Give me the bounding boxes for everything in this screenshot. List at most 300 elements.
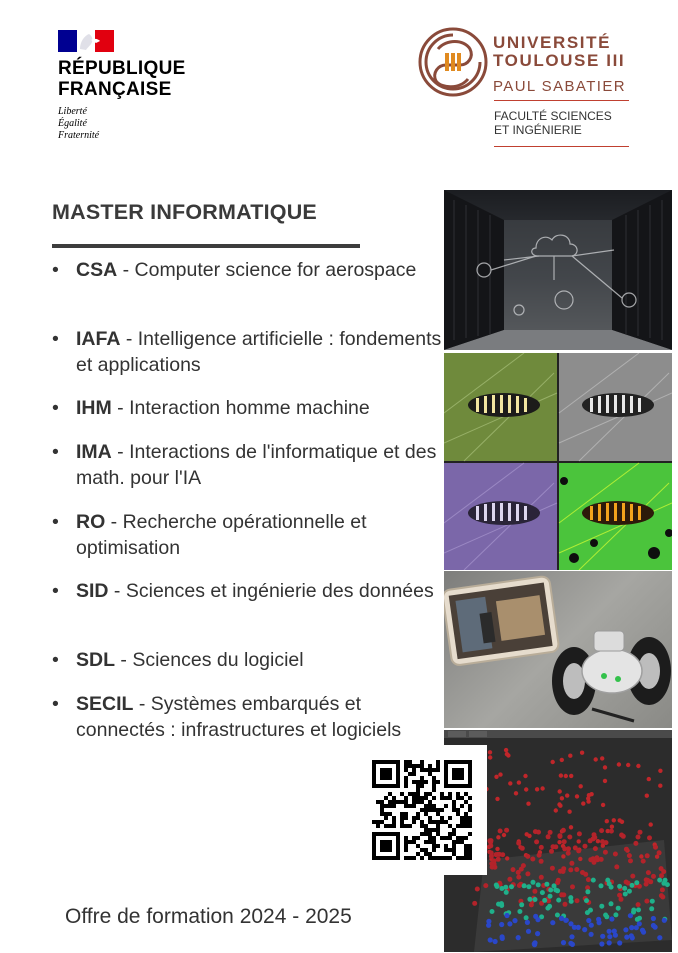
page-title: MASTER INFORMATIQUE [52, 200, 317, 224]
particle [495, 847, 499, 851]
particle [516, 870, 521, 875]
particle [586, 918, 591, 923]
program-description: Interaction homme machine [129, 397, 370, 419]
bullet: • [52, 259, 59, 281]
particle [559, 773, 563, 777]
particle [525, 832, 529, 836]
particle [562, 839, 567, 844]
particle [522, 883, 527, 888]
particle [586, 799, 590, 803]
particle [618, 818, 622, 822]
particle [516, 935, 521, 940]
particle [579, 784, 583, 788]
particle [580, 751, 584, 755]
particle [536, 830, 541, 835]
logo-divider-top [494, 100, 629, 101]
particle [499, 922, 504, 927]
bullet: • [52, 693, 59, 715]
particle [653, 845, 658, 850]
particle [558, 789, 562, 793]
particle [517, 909, 522, 914]
particle [599, 883, 604, 888]
bullet: • [52, 649, 59, 671]
particle [609, 901, 614, 906]
particle [489, 854, 494, 859]
particle [496, 835, 500, 839]
particle [647, 835, 652, 840]
particle [622, 886, 627, 891]
particle [505, 856, 509, 860]
particle [516, 875, 521, 880]
particle [555, 913, 560, 918]
particle [557, 802, 561, 806]
particle [498, 829, 503, 834]
particle [488, 937, 493, 942]
particle [568, 921, 573, 926]
particle [601, 803, 605, 807]
motto-egalite: Égalité [58, 118, 87, 129]
particle [657, 850, 662, 855]
motto-fraternite: Fraternité [58, 130, 100, 141]
title-underline [52, 244, 360, 248]
particle [589, 932, 594, 937]
particle [548, 830, 553, 835]
particle [540, 786, 544, 790]
program-description: Recherche opérationnelle et optimisation [76, 511, 367, 559]
particle [529, 902, 534, 907]
particle [645, 794, 649, 798]
particle [494, 775, 498, 779]
faculty-name [494, 109, 612, 137]
particle [586, 877, 591, 882]
particle [535, 931, 540, 936]
particle [553, 844, 558, 849]
particle [617, 893, 622, 898]
particle [651, 874, 656, 879]
particle [607, 940, 612, 945]
particle [603, 913, 608, 918]
particle [617, 762, 621, 766]
particle [575, 794, 579, 798]
particle [539, 845, 544, 850]
particle [577, 839, 581, 843]
particle [603, 850, 608, 855]
particle [624, 880, 629, 885]
particle [531, 880, 536, 885]
particle [550, 920, 555, 925]
rolling-robot-image [444, 571, 672, 728]
caterpillar-segmentation-image [444, 353, 672, 570]
particle [488, 755, 492, 759]
particle [600, 934, 605, 939]
particle [628, 858, 633, 863]
particle [589, 792, 593, 796]
particle [592, 832, 597, 837]
particle [568, 867, 573, 872]
particle [640, 928, 645, 933]
program-code: IHM [76, 397, 112, 419]
particle [649, 822, 653, 826]
particle [534, 839, 539, 844]
particle [636, 902, 641, 907]
separator: - [111, 441, 130, 463]
particle [539, 875, 544, 880]
particle [542, 898, 547, 903]
particle [569, 774, 573, 778]
particle [530, 857, 535, 862]
particle [658, 784, 662, 788]
particle [624, 935, 629, 940]
particle [603, 765, 607, 769]
particle [649, 906, 654, 911]
particle [488, 750, 492, 754]
particle [605, 819, 609, 823]
particle [605, 878, 610, 883]
program-description: Sciences du logiciel [132, 649, 304, 671]
particle [521, 863, 526, 868]
program-code: RO [76, 511, 106, 533]
particle [532, 942, 537, 947]
particle [548, 888, 553, 893]
particle [533, 914, 538, 919]
program-code: CSA [76, 259, 118, 281]
particle [540, 890, 545, 895]
program-code: SDL [76, 649, 115, 671]
qr-code[interactable] [357, 745, 487, 875]
particle [519, 902, 524, 907]
separator: - [120, 328, 138, 350]
particle [504, 828, 509, 833]
particle [645, 853, 650, 858]
particle [596, 839, 600, 843]
particle [502, 833, 506, 837]
particle [517, 780, 521, 784]
particle [599, 828, 604, 833]
particle [613, 852, 618, 857]
motto-liberte: Liberté [58, 106, 87, 117]
separator: - [133, 693, 151, 715]
francaise-line: FRANÇAISE [58, 79, 172, 100]
particle [537, 853, 542, 858]
particle [497, 852, 502, 857]
particle [511, 867, 516, 872]
particle [603, 779, 607, 783]
particle [504, 748, 508, 752]
particle [630, 883, 635, 888]
particle [607, 934, 612, 939]
particle [633, 841, 638, 846]
particle [504, 890, 509, 895]
particle [495, 797, 499, 801]
particle [562, 846, 567, 851]
university-name-line1: UNIVERSITÉ [493, 33, 612, 52]
faculty-line1: FACULTÉ SCIENCES [494, 109, 612, 123]
particle [526, 929, 531, 934]
particle [560, 758, 564, 762]
particle [569, 934, 574, 939]
particle [604, 840, 609, 845]
bullet: • [52, 441, 59, 463]
academic-year-footer: Offre de formation 2024 - 2025 [65, 905, 352, 928]
bullet: • [52, 511, 59, 533]
particle [628, 913, 633, 918]
particle [525, 920, 530, 925]
particle [577, 831, 582, 836]
particle [595, 857, 600, 862]
program-description: Intelligence artificielle : fondements et applications [76, 328, 442, 376]
particle [657, 878, 662, 883]
bullet: • [52, 328, 59, 350]
particle [575, 898, 580, 903]
particle [651, 923, 656, 928]
marianne-flag-icon [58, 30, 114, 52]
particle [556, 898, 561, 903]
particle [526, 884, 531, 889]
separator: - [115, 649, 133, 671]
particle [634, 880, 639, 885]
particle [651, 916, 656, 921]
particle [523, 774, 527, 778]
particle [507, 921, 512, 926]
program-description: Sciences et ingénierie des données [125, 580, 434, 602]
particle [544, 882, 549, 887]
particle [532, 889, 537, 894]
particle [582, 927, 587, 932]
particle [650, 899, 655, 904]
particle [546, 834, 551, 839]
particle [581, 801, 585, 805]
particle [609, 829, 614, 834]
particle [591, 878, 596, 883]
particle [533, 897, 538, 902]
program-code: SID [76, 580, 109, 602]
particle [660, 887, 665, 892]
particle [636, 835, 641, 840]
particle [488, 843, 493, 848]
particle [641, 859, 646, 864]
particle [516, 841, 521, 846]
particle [627, 889, 632, 894]
particle [570, 942, 575, 947]
particle [561, 854, 565, 858]
particle [557, 840, 561, 844]
particle [657, 935, 662, 940]
republique-title [58, 58, 186, 100]
particle [514, 791, 518, 795]
particle [638, 830, 643, 835]
particle [505, 752, 509, 756]
particle [648, 879, 653, 884]
particle [589, 923, 594, 928]
particle [662, 918, 667, 923]
particle [661, 881, 666, 886]
particle [486, 919, 491, 924]
university-paul-sabatier: PAUL SABATIER [493, 78, 626, 95]
university-emblem-icon [418, 27, 488, 97]
particle [644, 877, 649, 882]
particle [524, 915, 529, 920]
particle [627, 853, 632, 858]
particle [500, 936, 505, 941]
particle [549, 849, 554, 854]
particle [636, 764, 640, 768]
particle [483, 883, 488, 888]
bullet: • [52, 580, 59, 602]
program-code: IMA [76, 441, 112, 463]
particle [535, 787, 539, 791]
particle [630, 874, 635, 879]
particle [569, 825, 573, 829]
particle [629, 933, 634, 938]
datacenter-cloud-image [444, 190, 672, 350]
particle [490, 865, 495, 870]
particle [550, 866, 555, 871]
separator: - [117, 259, 135, 281]
particle [599, 941, 604, 946]
particle [525, 854, 530, 859]
program-description: Systèmes embarqués et connectés : infrastructures et logiciels [76, 693, 402, 741]
program-code: SECIL [76, 693, 134, 715]
particle [658, 769, 662, 773]
particle [609, 916, 614, 921]
particle [487, 838, 492, 843]
particle [508, 781, 512, 785]
particle [659, 873, 664, 878]
particle [524, 787, 528, 791]
particle [567, 835, 572, 840]
particle [607, 929, 612, 934]
particle [520, 846, 525, 851]
particle [659, 866, 664, 871]
particle [475, 887, 480, 892]
particle [539, 859, 544, 864]
particle [617, 940, 622, 945]
particle [536, 882, 541, 887]
particle [560, 796, 564, 800]
particle [507, 877, 512, 882]
particle [593, 846, 598, 851]
particle [591, 836, 596, 841]
particle [509, 884, 514, 889]
separator: - [105, 511, 123, 533]
separator: - [108, 580, 126, 602]
particle [499, 903, 504, 908]
logo-divider-bottom [494, 146, 629, 147]
particle [566, 851, 571, 856]
particle [623, 892, 628, 897]
particle [616, 906, 621, 911]
particle [567, 810, 571, 814]
particle [585, 889, 590, 894]
qr-code-icon [357, 745, 487, 875]
particle [563, 902, 568, 907]
particle [629, 925, 634, 930]
particle [636, 907, 641, 912]
program-description: Interactions de l'informatique et des math. pour l'IA [76, 441, 437, 489]
particle [472, 901, 477, 906]
particle [599, 904, 604, 909]
particle [639, 854, 643, 858]
particle [596, 917, 601, 922]
particle [503, 885, 508, 890]
particle [623, 927, 628, 932]
particle [504, 913, 509, 918]
particle [496, 857, 501, 862]
particle [526, 802, 530, 806]
particle [588, 908, 593, 913]
separator: - [111, 397, 130, 419]
particle [626, 763, 630, 767]
particle [569, 861, 574, 866]
republique-francaise-logo [58, 30, 186, 142]
particle [558, 834, 563, 839]
particle [563, 918, 568, 923]
university-name-line2: TOULOUSE III [493, 51, 626, 70]
particle [646, 870, 651, 875]
particle [660, 895, 665, 900]
particle [565, 793, 569, 797]
particle [498, 772, 502, 776]
particle [570, 884, 575, 889]
particle [637, 916, 642, 921]
university-logo [418, 27, 633, 152]
particle [552, 883, 557, 888]
particle [569, 899, 574, 904]
particle [647, 777, 651, 781]
university-name [493, 34, 625, 70]
particle [621, 834, 626, 839]
particle [584, 898, 589, 903]
particle [554, 808, 558, 812]
particle [527, 897, 532, 902]
particle [644, 899, 649, 904]
republic-motto [58, 106, 186, 142]
particle [558, 869, 563, 874]
program-code: IAFA [76, 328, 121, 350]
particle [610, 825, 614, 829]
particle [600, 756, 604, 760]
faculty-line2: ET INGÉNIERIE [494, 123, 582, 137]
particle [493, 939, 498, 944]
particle [548, 894, 553, 899]
particle [561, 892, 566, 897]
particle [561, 828, 566, 833]
particle [573, 845, 578, 850]
particle [551, 760, 555, 764]
particle [494, 883, 499, 888]
particle [574, 867, 579, 872]
particle [613, 912, 618, 917]
particle [512, 918, 517, 923]
particle [547, 904, 552, 909]
particle [594, 757, 598, 761]
program-description: Computer science for aerospace [134, 259, 417, 281]
particle [555, 888, 560, 893]
particle [613, 933, 618, 938]
particle [525, 871, 530, 876]
particle [490, 909, 495, 914]
bullet: • [52, 397, 59, 419]
particle [578, 857, 582, 861]
particle [612, 818, 616, 822]
particle [568, 754, 572, 758]
particle [583, 844, 588, 849]
particle [624, 847, 629, 852]
particle [564, 774, 568, 778]
particle [634, 925, 639, 930]
particle [614, 864, 619, 869]
particle [617, 884, 622, 889]
